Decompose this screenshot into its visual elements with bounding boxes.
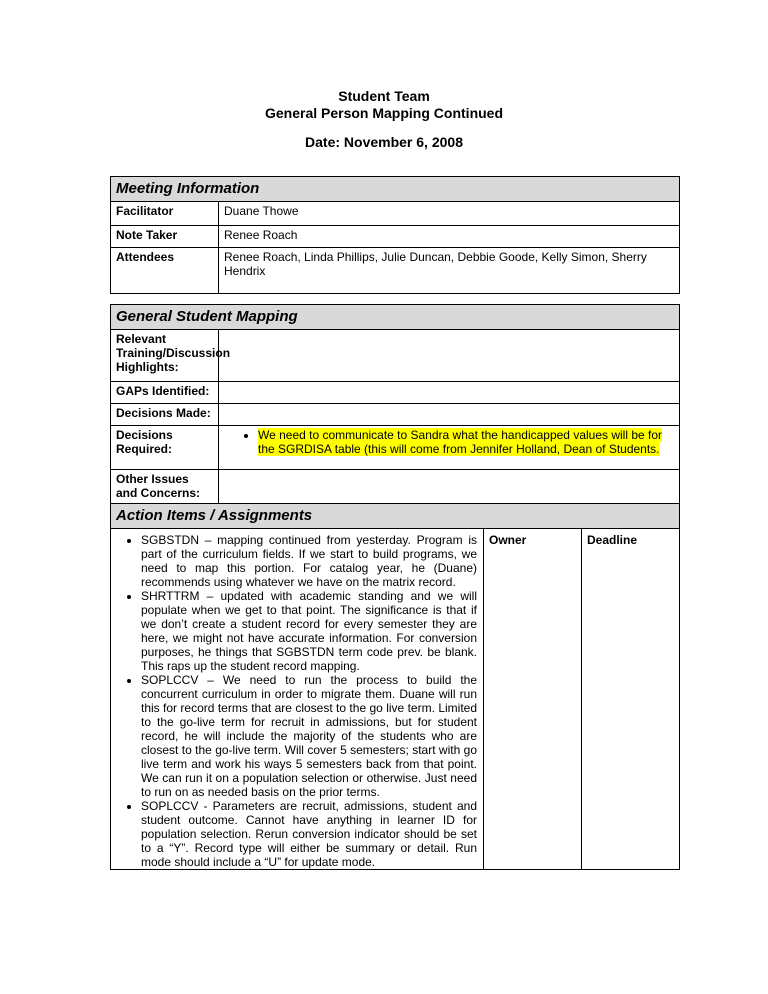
- meeting-information-table: [110, 176, 680, 294]
- decisions-required-value: [219, 426, 680, 470]
- mapping-heading: General Student Mapping: [111, 305, 680, 330]
- deadline-column-header: Deadline: [582, 529, 680, 870]
- facilitator-value: Duane Thowe: [219, 202, 680, 226]
- note-taker-label: Note Taker: [111, 226, 219, 248]
- action-item: • SGBSTDN – mapping continued from yesterday. Program is part of the curriculum fields. If we start to build programs, we need to map this portion. For catalog year, he (Duane) recommends using whatever we have on the matrix record.: [141, 533, 477, 589]
- other-issues-value: [219, 470, 680, 504]
- action-item: • SHRTTRM – updated with academic standing and we will populate when we get to that point. The significance is that if we don’t create a student record for every semester they are here, we might not have accurate information. For conversion purposes, he things that SGBSTDN term code prev. be blank. This raps up the student record mapping.: [141, 589, 477, 673]
- highlighted-text: We need to communicate to Sandra what the handicapped values will be for the SGRDISA table (this will come from Jennifer Holland, Dean of Students.: [258, 428, 663, 456]
- action-items-cell: [111, 529, 484, 870]
- attendees-label: Attendees: [111, 248, 219, 294]
- action-items-heading: Action Items / Assignments: [111, 504, 680, 529]
- general-student-mapping-table: [110, 304, 680, 870]
- team-title: Student Team: [338, 88, 430, 104]
- decisions-required-label: Decisions Required:: [111, 426, 219, 470]
- attendees-value: Renee Roach, Linda Phillips, Julie Duncan, Debbie Goode, Kelly Simon, Sherry Hendrix: [219, 248, 680, 294]
- decisions-made-label: Decisions Made:: [111, 404, 219, 426]
- gaps-label: GAPs Identified:: [111, 382, 219, 404]
- document-header: [0, 88, 768, 151]
- highlights-value: [219, 330, 680, 382]
- meeting-date: Date: November 6, 2008: [305, 134, 463, 150]
- meeting-info-heading: Meeting Information: [111, 177, 680, 202]
- action-item: • SOPLCCV – We need to run the process to build the concurrent curriculum in order to migrate them. Duane will run this for record terms that are closest to the go live term. Limited to the go-live term for recruit in admissions, but for student record, he will include the majority of the students who are closest to the go-live term. Will cover 5 semesters; start with go live term and work his ways 5 semesters back from that point. We can run it on a population selection or otherwise. Just need to run on as needed basis on the prior terms.: [141, 673, 477, 799]
- action-item: • SOPLCCV - Parameters are recruit, admissions, student and student outcome. Cannot have anything in learner ID for population selection. Rerun conversion indicator should be set to a “Y”. Record type will either be summary or detail. Run mode should include a “U” for update mode.: [141, 799, 477, 869]
- note-taker-value: Renee Roach: [219, 226, 680, 248]
- document-title: General Person Mapping Continued: [264, 105, 504, 121]
- owner-column-header: Owner: [484, 529, 582, 870]
- facilitator-label: Facilitator: [111, 202, 219, 226]
- decisions-required-item: [258, 428, 674, 456]
- highlights-label: Relevant Training/Discussion Highlights:: [111, 330, 219, 382]
- decisions-made-value: [219, 404, 680, 426]
- gaps-value: [219, 382, 680, 404]
- other-issues-label: Other Issues and Concerns:: [111, 470, 219, 504]
